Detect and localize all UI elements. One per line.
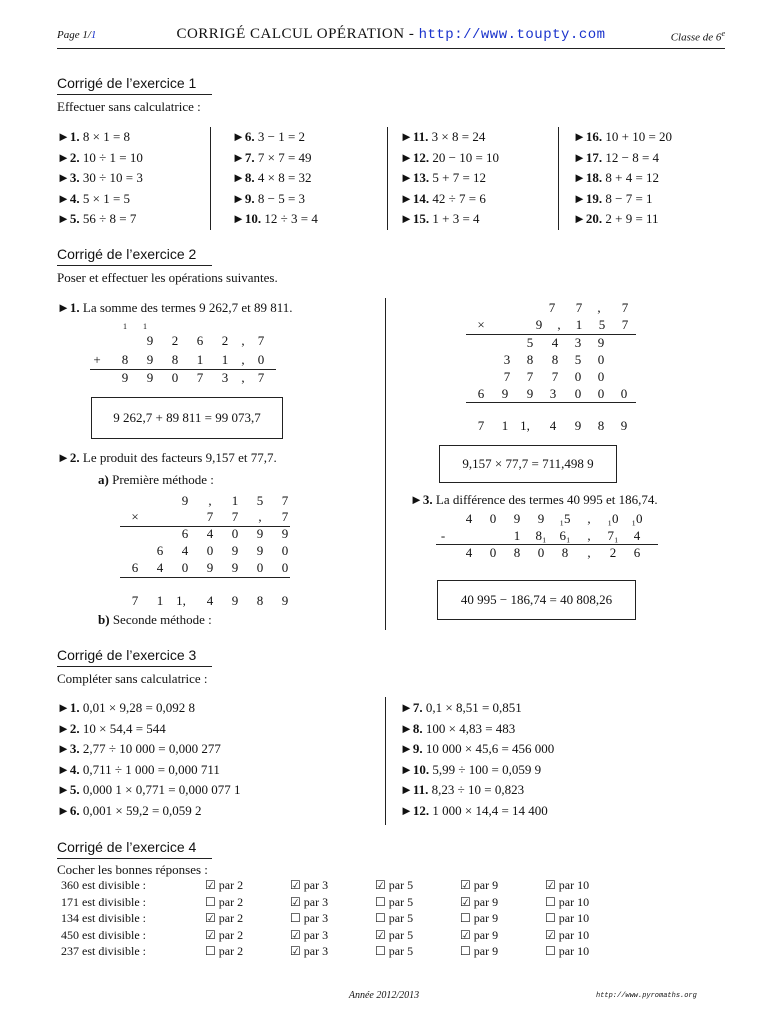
empty-box-icon: ☐ xyxy=(375,894,386,909)
divisibility-checkbox[interactable]: ☑ par 9 xyxy=(460,878,499,892)
item-expression: 1 + 3 = 4 xyxy=(432,211,480,226)
ex3-item xyxy=(57,721,166,737)
divisibility-checkbox[interactable]: ☐ par 10 xyxy=(545,894,590,909)
divisibility-row-label: 450 est divisible : xyxy=(61,927,146,942)
empty-box-icon: ☐ xyxy=(375,944,386,958)
item-expression: 10 × 54,4 = 544 xyxy=(82,720,166,736)
item-expression: 56 ÷ 8 = 7 xyxy=(82,211,137,226)
ex2-q1-result: 9 262,7 + 89 811 = 99 073,7 xyxy=(91,397,283,439)
divisibility-checkbox[interactable]: ☑ par 9 xyxy=(460,927,499,942)
ex1-instruction: Effectuer sans calculatrice : xyxy=(57,99,201,114)
ex4-title: Corrigé de l’exercice 4 xyxy=(57,839,197,855)
ex2-underline xyxy=(57,265,212,266)
checked-box-icon: ☑ xyxy=(460,927,471,942)
divisibility-checkbox[interactable]: ☐ par 3 xyxy=(290,911,329,925)
item-number: ►3. xyxy=(57,741,80,756)
checked-box-icon: ☑ xyxy=(205,927,216,942)
ex1-divider-3 xyxy=(558,127,559,230)
ex2-q2-a: a) Première méthode : xyxy=(98,472,214,487)
item-number: ►8. xyxy=(232,170,255,185)
item-expression: 8,23 ÷ 10 = 0,823 xyxy=(431,782,525,797)
ex1-item xyxy=(573,170,659,186)
item-expression: 20 − 10 = 10 xyxy=(432,149,500,165)
empty-box-icon: ☐ xyxy=(545,894,556,909)
item-expression: 3 − 1 = 2 xyxy=(257,129,306,144)
checked-box-icon: ☑ xyxy=(290,944,301,958)
item-number: ►7. xyxy=(400,700,423,715)
divisibility-row-label: 134 est divisible : xyxy=(61,911,146,925)
ex3-instruction: Compléter sans calculatrice : xyxy=(57,671,208,686)
ex2-q2: ►2. Le produit des facteurs 9,157 et 77,7. xyxy=(57,450,277,465)
item-number: ►11. xyxy=(400,782,429,797)
divisibility-checkbox[interactable]: ☑ par 5 xyxy=(375,878,414,892)
ex3-item xyxy=(57,782,241,798)
ex3-item xyxy=(400,741,554,757)
item-expression: 2 + 9 = 11 xyxy=(605,211,659,226)
footer-url[interactable]: http://www.pyromaths.org xyxy=(596,992,697,1000)
divisibility-checkbox[interactable]: ☑ par 2 xyxy=(205,927,244,942)
ex2-divider xyxy=(385,298,386,630)
divisibility-checkbox[interactable]: ☑ par 9 xyxy=(460,894,499,909)
ex3-item xyxy=(57,803,202,819)
item-number: ►1. xyxy=(57,129,80,144)
item-expression: 5 + 7 = 12 xyxy=(432,170,487,185)
ex3-title: Corrigé de l’exercice 3 xyxy=(57,647,197,663)
item-expression: 42 ÷ 7 = 6 xyxy=(432,190,486,206)
item-expression: 3 × 8 = 24 xyxy=(431,129,486,144)
divisibility-checkbox[interactable]: ☐ par 2 xyxy=(205,894,244,909)
item-expression: 0,001 × 59,2 = 0,059 2 xyxy=(82,802,202,818)
empty-box-icon: ☐ xyxy=(205,944,216,958)
ex1-item xyxy=(57,170,143,186)
ex3-item xyxy=(400,721,515,737)
item-expression: 10 + 10 = 20 xyxy=(605,129,673,144)
ex1-item xyxy=(400,170,486,186)
item-expression: 12 − 8 = 4 xyxy=(605,149,660,165)
ex4-underline xyxy=(57,858,212,859)
checked-box-icon: ☑ xyxy=(545,927,556,942)
item-expression: 8 × 1 = 8 xyxy=(82,129,131,144)
item-expression: 100 × 4,83 = 483 xyxy=(425,720,516,736)
ex1-item xyxy=(400,129,485,145)
item-number: ►16. xyxy=(573,129,603,144)
item-expression: 10 ÷ 1 = 10 xyxy=(82,149,143,165)
divisibility-checkbox[interactable]: ☑ par 2 xyxy=(205,878,244,892)
divisibility-row-label: 237 est divisible : xyxy=(61,944,146,958)
item-number: ►5. xyxy=(57,211,80,226)
divisibility-checkbox[interactable]: ☑ par 10 xyxy=(545,878,590,892)
ex3-item xyxy=(400,700,522,716)
ex3-item xyxy=(57,741,221,757)
ex3-item xyxy=(400,782,524,798)
checked-box-icon: ☑ xyxy=(290,927,301,942)
divisibility-checkbox[interactable]: ☐ par 10 xyxy=(545,911,590,925)
ex1-item xyxy=(573,191,653,207)
ex1-item xyxy=(232,211,318,227)
checked-box-icon: ☑ xyxy=(545,878,556,892)
item-expression: 2,77 ÷ 10 000 = 0,000 277 xyxy=(82,741,221,756)
ex4-instruction: Cocher les bonnes réponses : xyxy=(57,862,208,877)
item-number: ►2. xyxy=(57,149,80,165)
ex3-underline xyxy=(57,666,212,667)
ex1-item xyxy=(400,191,486,207)
item-number: ►11. xyxy=(400,129,429,144)
ex2-q3-result: 40 995 − 186,74 = 40 808,26 xyxy=(437,580,636,620)
ex3-divider xyxy=(385,697,386,825)
class-label: Classe de 6e xyxy=(670,29,725,44)
ex1-item xyxy=(232,191,305,207)
ex1-item xyxy=(400,150,499,166)
ex1-item xyxy=(57,150,143,166)
ex1-item xyxy=(232,170,312,186)
ex1-item xyxy=(57,191,130,207)
ex1-item xyxy=(57,211,136,227)
item-number: ►5. xyxy=(57,782,80,797)
ex3-item xyxy=(400,762,541,778)
item-number: ►10. xyxy=(400,761,430,777)
divisibility-checkbox[interactable]: ☑ par 10 xyxy=(545,927,590,942)
item-number: ►8. xyxy=(400,720,423,736)
ex1-underline xyxy=(57,94,212,95)
ex2-instruction: Poser et effectuer les opérations suivantes. xyxy=(57,270,278,285)
item-expression: 8 − 5 = 3 xyxy=(257,190,306,206)
item-number: ►14. xyxy=(400,190,430,206)
item-number: ►18. xyxy=(573,170,603,185)
ex1-item xyxy=(232,129,305,145)
checked-box-icon: ☑ xyxy=(290,878,301,892)
item-expression: 30 ÷ 10 = 3 xyxy=(82,170,143,185)
page-number: Page 1/1 xyxy=(57,29,97,41)
checked-box-icon: ☑ xyxy=(460,878,471,892)
divisibility-row-label: 360 est divisible : xyxy=(61,878,146,892)
ex3-item xyxy=(57,700,195,716)
empty-box-icon: ☐ xyxy=(205,894,216,909)
checked-box-icon: ☑ xyxy=(375,878,386,892)
ex3-item xyxy=(57,762,220,778)
item-number: ►2. xyxy=(57,720,80,736)
item-number: ►12. xyxy=(400,802,430,818)
item-expression: 8 − 7 = 1 xyxy=(605,190,653,206)
divisibility-checkbox[interactable]: ☐ par 2 xyxy=(205,944,244,958)
ex1-item xyxy=(400,211,480,227)
item-number: ►3. xyxy=(57,170,80,185)
ex1-item xyxy=(573,129,672,145)
empty-box-icon: ☐ xyxy=(375,911,386,925)
checked-box-icon: ☑ xyxy=(460,894,471,909)
divisibility-checkbox[interactable]: ☐ par 5 xyxy=(375,894,414,909)
ex3-item xyxy=(400,803,548,819)
item-expression: 4 × 8 = 32 xyxy=(257,170,312,185)
item-expression: 5,99 ÷ 100 = 0,059 9 xyxy=(432,761,542,777)
item-number: ►6. xyxy=(57,802,80,818)
item-number: ►12. xyxy=(400,149,430,165)
item-expression: 0,01 × 9,28 = 0,092 8 xyxy=(82,700,196,715)
item-expression: 10 000 × 45,6 = 456 000 xyxy=(425,741,555,756)
ex1-title: Corrigé de l’exercice 1 xyxy=(57,75,197,91)
item-number: ►4. xyxy=(57,761,80,777)
item-number: ►9. xyxy=(232,190,255,206)
item-number: ►13. xyxy=(400,170,430,185)
item-number: ►1. xyxy=(57,700,80,715)
divisibility-row-label: 171 est divisible : xyxy=(61,894,146,909)
footer-year: Année 2012/2013 xyxy=(348,990,420,1001)
divisibility-checkbox[interactable]: ☐ par 9 xyxy=(460,944,499,958)
divisibility-checkbox[interactable]: ☑ par 2 xyxy=(205,911,244,925)
ex1-item xyxy=(232,150,312,166)
ex1-item xyxy=(573,211,659,227)
item-expression: 7 × 7 = 49 xyxy=(257,149,312,165)
checked-box-icon: ☑ xyxy=(205,878,216,892)
item-number: ►4. xyxy=(57,190,80,206)
ex1-divider-1 xyxy=(210,127,211,230)
ex2-q2-b: b) Seconde méthode : xyxy=(98,612,212,627)
ex1-item xyxy=(57,129,130,145)
item-number: ►9. xyxy=(400,741,423,756)
item-number: ►20. xyxy=(573,211,603,226)
ex2-q2-result: 9,157 × 77,7 = 711,498 9 xyxy=(439,445,617,483)
ex1-item xyxy=(573,150,659,166)
divisibility-checkbox[interactable]: ☑ par 3 xyxy=(290,894,329,909)
ex2-q3: ►3. La différence des termes 40 995 et 186,74. xyxy=(410,492,658,507)
ex2-title: Corrigé de l’exercice 2 xyxy=(57,246,197,262)
divisibility-checkbox[interactable]: ☐ par 5 xyxy=(375,911,414,925)
item-expression: 0,000 1 × 0,771 = 0,000 077 1 xyxy=(82,782,241,797)
divisibility-checkbox[interactable]: ☑ par 3 xyxy=(290,944,329,958)
checked-box-icon: ☑ xyxy=(290,894,301,909)
site-link[interactable]: http://www.toupty.com xyxy=(418,27,606,43)
ex1-divider-2 xyxy=(387,127,388,230)
divisibility-checkbox[interactable]: ☐ par 9 xyxy=(460,911,499,925)
item-number: ►6. xyxy=(232,129,255,144)
ex2-q1: ►1. La somme des termes 9 262,7 et 89 811. xyxy=(57,300,293,315)
empty-box-icon: ☐ xyxy=(545,911,556,925)
empty-box-icon: ☐ xyxy=(460,911,471,925)
checked-box-icon: ☑ xyxy=(205,911,216,925)
item-expression: 8 + 4 = 12 xyxy=(605,170,660,185)
checked-box-icon: ☑ xyxy=(375,927,386,942)
item-expression: 0,1 × 8,51 = 0,851 xyxy=(425,700,522,715)
page-title: CORRIGÉ CALCUL OPÉRATION - http://www.toupty.com xyxy=(176,26,606,43)
item-number: ►17. xyxy=(573,149,603,165)
item-number: ►10. xyxy=(232,211,262,226)
item-number: ►19. xyxy=(573,190,603,206)
item-number: ►15. xyxy=(400,211,430,226)
divisibility-checkbox[interactable]: ☐ par 10 xyxy=(545,944,590,958)
item-expression: 1 000 × 14,4 = 14 400 xyxy=(432,802,548,818)
divisibility-checkbox[interactable]: ☑ par 5 xyxy=(375,927,414,942)
page-header xyxy=(57,26,725,49)
item-expression: 5 × 1 = 5 xyxy=(82,190,131,206)
divisibility-checkbox[interactable]: ☐ par 5 xyxy=(375,944,414,958)
empty-box-icon: ☐ xyxy=(460,944,471,958)
empty-box-icon: ☐ xyxy=(290,911,301,925)
item-expression: 12 ÷ 3 = 4 xyxy=(264,211,318,226)
item-number: ►7. xyxy=(232,149,255,165)
divisibility-checkbox[interactable]: ☑ par 3 xyxy=(290,878,329,892)
item-expression: 0,711 ÷ 1 000 = 0,000 711 xyxy=(82,761,220,777)
divisibility-checkbox[interactable]: ☑ par 3 xyxy=(290,927,329,942)
empty-box-icon: ☐ xyxy=(545,944,556,958)
